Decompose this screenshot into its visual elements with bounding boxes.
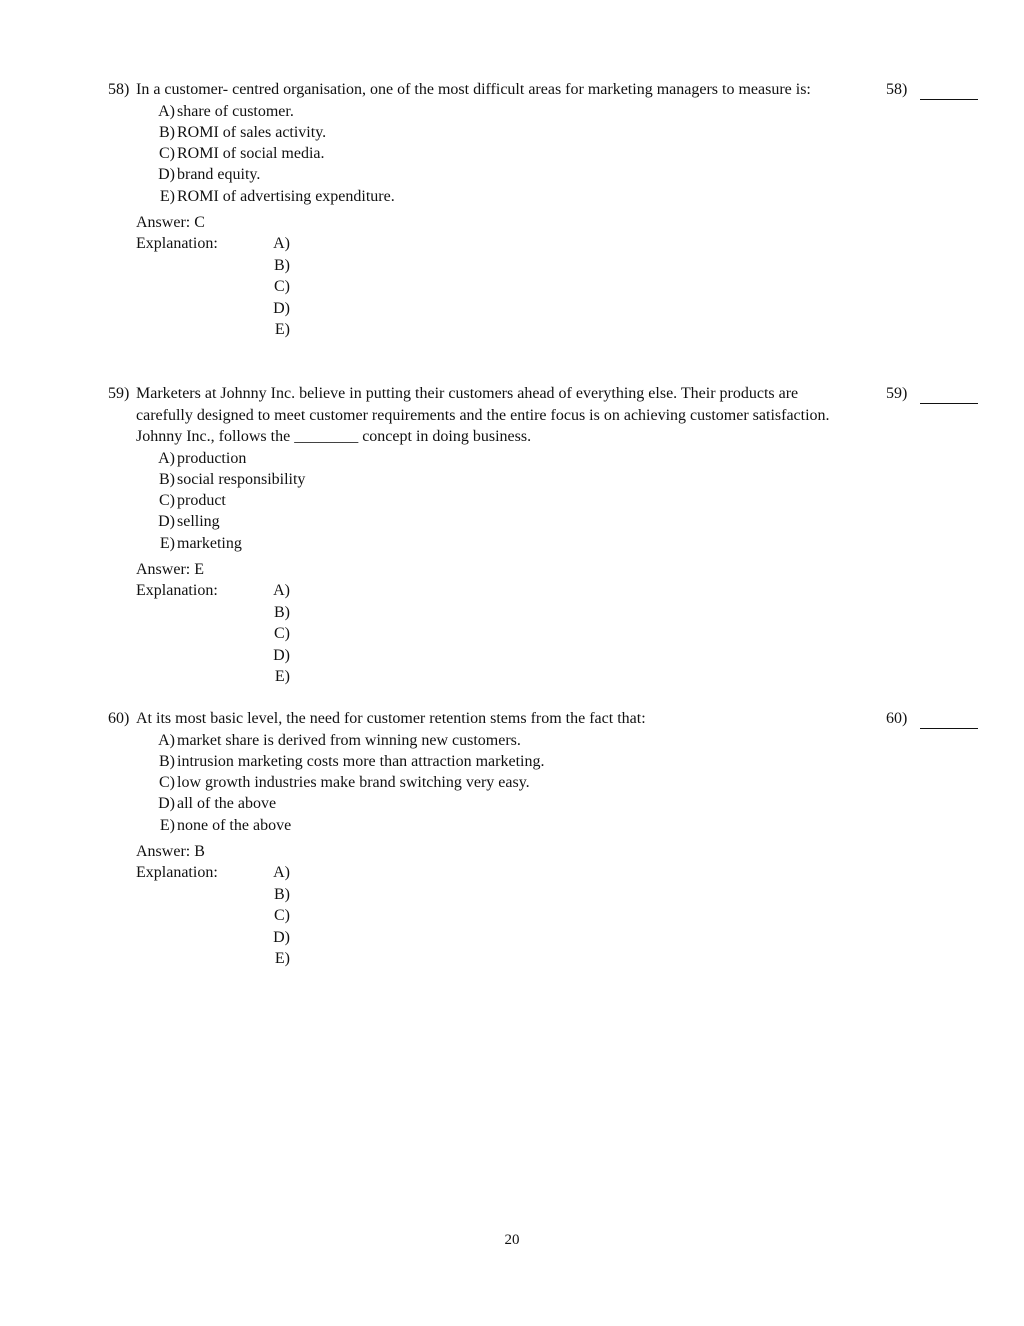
question-text: Marketers at Johnny Inc. believe in putting their customers ahead of everything else. Their products are carefully designed to meet customer requirements and the entire focus is on achieving customer satisfaction. Johnny Inc., follows the ________ concept in doing business. — [136, 385, 830, 445]
option-d — [153, 511, 978, 532]
answer-blank-line — [920, 79, 978, 100]
explanation-block — [136, 580, 978, 688]
explanation-letter: C) — [274, 625, 290, 643]
option-text: intrusion marketing costs more than attraction marketing. — [177, 752, 545, 770]
question-header — [108, 79, 978, 101]
question-number: 59) — [108, 385, 130, 402]
explanation-label: Explanation: — [136, 864, 218, 882]
explanation-letter: B) — [274, 256, 290, 274]
option-b — [153, 469, 978, 490]
explanation-letters — [250, 862, 290, 970]
explanation-letter: A) — [273, 235, 290, 253]
answer-slot — [886, 708, 978, 730]
answer-key: Answer: B — [136, 842, 205, 860]
question-58 — [108, 79, 978, 341]
answer-slot — [886, 383, 978, 405]
option-text: production — [177, 449, 247, 467]
option-a — [153, 730, 978, 751]
option-text: brand equity. — [177, 166, 261, 184]
option-letter: D) — [158, 795, 175, 813]
explanation-letters — [250, 233, 290, 341]
option-e — [153, 815, 978, 836]
option-text: product — [177, 492, 226, 510]
option-letter: D) — [158, 166, 175, 184]
explanation-letter: C) — [274, 907, 290, 925]
option-b — [153, 751, 978, 772]
option-letter: A) — [158, 731, 175, 749]
answer-key: Answer: E — [136, 560, 204, 578]
explanation-letter: D) — [273, 928, 290, 946]
question-number: 60) — [108, 710, 130, 727]
explanation-letter: B) — [274, 885, 290, 903]
question-header — [108, 383, 978, 448]
option-text: share of customer. — [177, 102, 294, 120]
explanation-letter: A) — [273, 864, 290, 882]
option-letter: C) — [159, 492, 175, 510]
option-text: ROMI of advertising expenditure. — [177, 187, 395, 205]
option-letter: B) — [159, 752, 175, 770]
option-a — [153, 448, 978, 469]
question-header — [108, 708, 978, 730]
option-text: ROMI of social media. — [177, 145, 325, 163]
question-60 — [108, 708, 978, 970]
option-e — [153, 186, 978, 207]
option-text: social responsibility — [177, 470, 306, 488]
option-d — [153, 793, 978, 814]
option-letter: C) — [159, 145, 175, 163]
options-list — [153, 448, 978, 554]
explanation-letter: A) — [273, 582, 290, 600]
answer-slot-number: 59) — [886, 385, 908, 402]
option-letter: D) — [158, 513, 175, 531]
page-number: 20 — [504, 1232, 520, 1248]
option-letter: C) — [159, 774, 175, 792]
explanation-block — [136, 233, 978, 341]
option-text: all of the above — [177, 795, 277, 813]
answer-slot — [886, 79, 978, 101]
answer-key: Answer: C — [136, 213, 205, 231]
option-letter: E) — [159, 816, 175, 834]
option-a — [153, 101, 978, 122]
explanation-letter: E) — [274, 668, 290, 686]
option-text: marketing — [177, 534, 242, 552]
explanation-letter: E) — [274, 321, 290, 339]
question-number: 58) — [108, 81, 130, 98]
option-text: low growth industries make brand switching very easy. — [177, 774, 530, 792]
option-letter: B) — [159, 470, 175, 488]
explanation-label: Explanation: — [136, 235, 218, 253]
question-59 — [108, 383, 978, 688]
option-e — [153, 533, 978, 554]
option-text: market share is derived from winning new customers. — [177, 731, 521, 749]
explanation-letter: D) — [273, 646, 290, 664]
explanation-block — [136, 862, 978, 970]
explanation-letter: E) — [274, 950, 290, 968]
explanation-letter: B) — [274, 603, 290, 621]
answer-slot-number: 58) — [886, 81, 908, 98]
option-letter: B) — [159, 123, 175, 141]
option-d — [153, 164, 978, 185]
option-letter: A) — [158, 449, 175, 467]
answer-blank-line — [920, 708, 978, 729]
explanation-letters — [250, 580, 290, 688]
explanation-letter: C) — [274, 278, 290, 296]
option-letter: A) — [158, 102, 175, 120]
option-c — [153, 772, 978, 793]
option-text: selling — [177, 513, 220, 531]
explanation-label: Explanation: — [136, 582, 218, 600]
question-text: At its most basic level, the need for customer retention stems from the fact that: — [136, 710, 646, 727]
options-list — [153, 101, 978, 207]
explanation-letter: D) — [273, 299, 290, 317]
option-letter: E) — [159, 534, 175, 552]
question-text: In a customer- centred organisation, one of the most difficult areas for marketing managers to measure is: — [136, 81, 811, 98]
answer-blank-line — [920, 383, 978, 404]
answer-slot-number: 60) — [886, 710, 908, 727]
option-letter: E) — [159, 187, 175, 205]
option-text: none of the above — [177, 816, 292, 834]
options-list — [153, 730, 978, 836]
option-b — [153, 122, 978, 143]
option-c — [153, 490, 978, 511]
option-c — [153, 143, 978, 164]
option-text: ROMI of sales activity. — [177, 123, 327, 141]
